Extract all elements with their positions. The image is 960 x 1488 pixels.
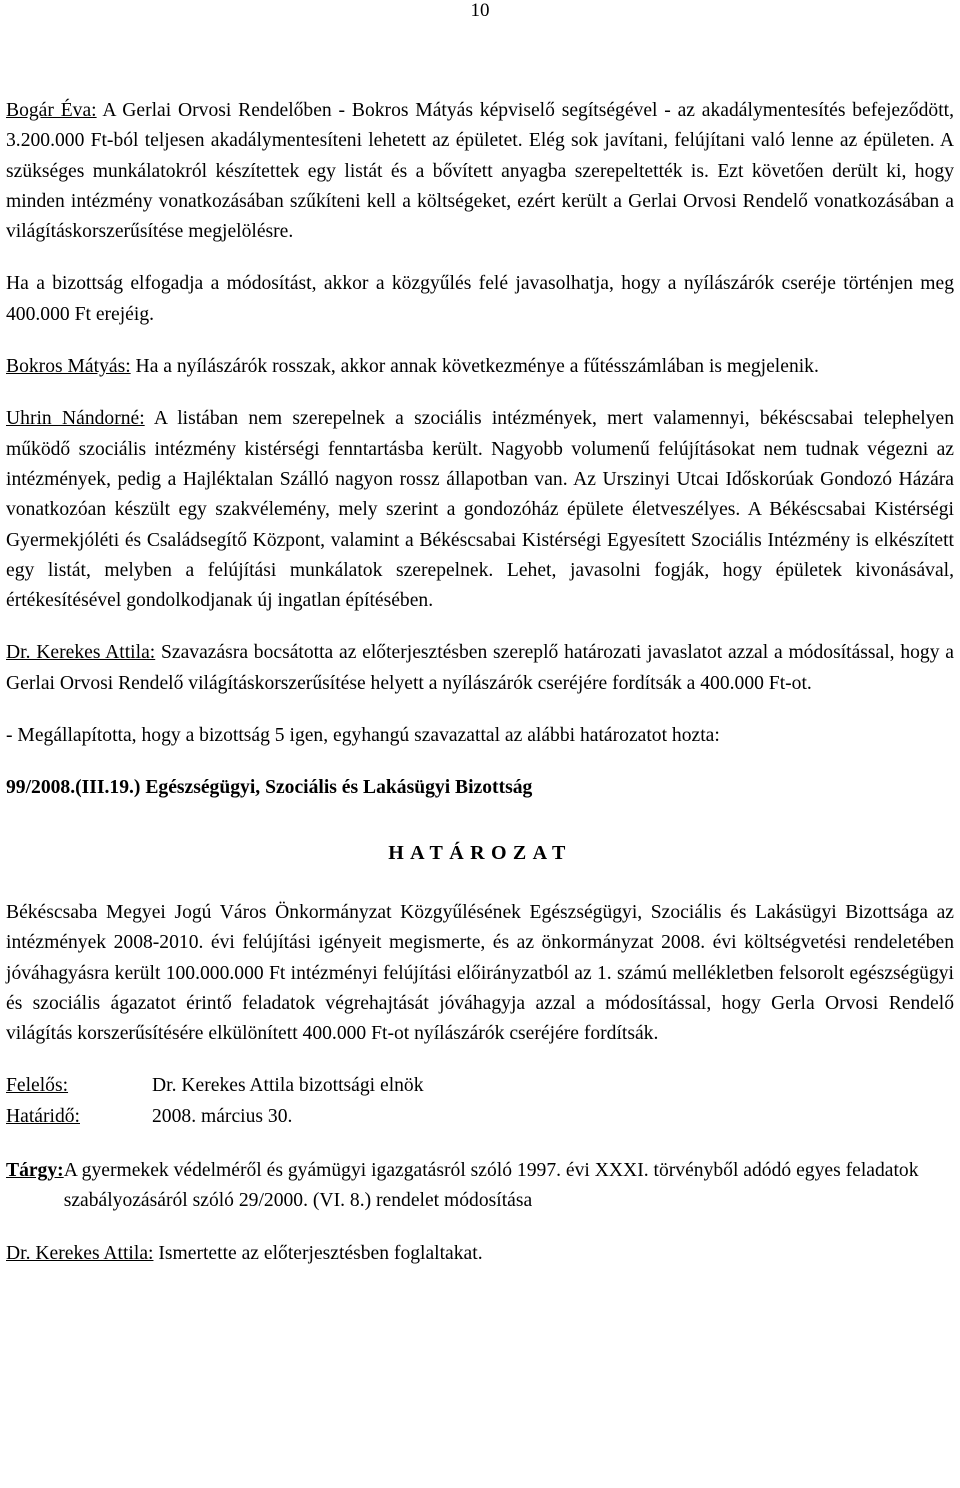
paragraph-text: A Gerlai Orvosi Rendelőben - Bokros Mátyás képviselő segítségével - az akadálymentesítés befejeződött, 3.200.000 Ft-ból teljesen akadálymentesíteni lehetett az épületet. Elég sok javítani, felújítani való lenne az épületen. A szükséges munkálatokról készítettek egy listát és a bővített anyagba szerepeltették is. Ezt követően derült ki, hogy minden intézmény vonatkozásában szűkíteni kell a költségeket, ezért került a Gerlai Orvosi Rendelő vonatkozásában a világításkorszerűsítése megjelölésre. — [6, 100, 954, 243]
speaker-name: Bokros Mátyás: — [6, 356, 131, 378]
speaker-name: Dr. Kerekes Attila: — [6, 642, 156, 664]
deadline-label: Határidő: — [6, 1105, 80, 1127]
paragraph-kerekes-attila — [6, 638, 954, 699]
paragraph-text: - Megállapította, hogy a bizottság 5 igen, egyhangú szavazattal az alábbi határozatot hozta: — [6, 725, 720, 747]
speaker-name: Dr. Kerekes Attila: — [6, 1242, 154, 1264]
paragraph-uhrin-nandorne — [6, 404, 954, 616]
resolution-heading: 99/2008.(III.19.) Egészségügyi, Szociális és Lakásügyi Bizottság — [6, 777, 533, 799]
document-body — [6, 96, 954, 1291]
responsibility-block — [6, 1071, 954, 1132]
paragraph-text: Ha a bizottság elfogadja a módosítást, akkor a közgyűlés felé javasolhatja, hogy a nyílászárók cseréje történjen meg 400.000 Ft erejéig. — [6, 273, 954, 325]
responsible-row — [6, 1071, 954, 1101]
paragraph-vote-result — [6, 721, 954, 751]
page-number: 10 — [470, 0, 490, 21]
paragraph-text: Ha a nyílászárók rosszak, akkor annak következménye a fűtésszámlában is megjelenik. — [130, 356, 819, 378]
speaker-name: Uhrin Nándorné: — [6, 408, 145, 430]
responsible-value: Dr. Kerekes Attila bizottsági elnök — [152, 1075, 424, 1097]
paragraph-text: A listában nem szerepelnek a szociális intézmények, mert valamennyi, békéscsabai telephelyen működő szociális intézmény kistérségi fenntartásba került. Nagyobb volumenű felújításokat nem tudnak végezni az intézmények, pedig a Hajléktalan Szálló nagyon rossz állapotban van. Az Urszinyi Utcai Időskorúak Gondozó Házára vonatkozóan készült egy szakvélemény, mely szerint a gondozóház épülete életveszélyes. A Békéscsabai Kistérségi Gyermekjóléti és Családsegítő Központ, valamint a Békéscsabai Kistérségi Egyesített Szociális Intézmény is elkészített egy listát, melyben a felújítási munkálatok szerepelnek. Lehet, javasolni fogják, hogy épületek kivonásával, értékesítésével gondolkodjanak új ingatlan építésében. — [6, 408, 955, 612]
resolution-title: HATÁROZAT — [388, 841, 572, 864]
subject-text: A gyermekek védelméről és gyámügyi igazgatásról szóló 1997. évi XXXI. törvényből adódó egyes feladatok szabályozásáról szóló 29/2000. (VI. 8.) rendelet módosítása — [63, 1160, 919, 1212]
deadline-value: 2008. március 30. — [152, 1105, 293, 1127]
paragraph-text: Ismertette az előterjesztésben foglaltakat. — [153, 1242, 483, 1264]
subject-label: Tárgy: — [6, 1160, 64, 1182]
resolution-text: Békéscsaba Megyei Jogú Város Önkormányzat Közgyűlésének Egészségügyi, Szociális és Lakásügyi Bizottsága az intézmények 2008-2010. évi felújítási igényeit megismerte, és az önkormányzat 2008. évi költségvetési rendeletében jóváhagyásra került 100.000.000 Ft intézményi felújítási előirányzatból az 1. számú mellékletben felsorolt egészségügyi és szociális ágazatot érintő feladatok végrehajtását jóváhagyja azzal a módosítással, hogy Gerla Orvosi Rendelő világítás korszerűsítésére elkülönített 400.000 Ft-ot nyílászárók cseréjére fordítsák. — [6, 901, 954, 1045]
paragraph-bogar-eva — [6, 96, 954, 247]
paragraph-bokros-matyas — [6, 352, 954, 382]
paragraph-modification — [6, 269, 954, 330]
deadline-row — [6, 1102, 954, 1132]
paragraph-last — [6, 1239, 954, 1269]
subject-block — [6, 1156, 954, 1217]
paragraph-text: Szavazásra bocsátotta az előterjesztésben szereplő határozati javaslatot azzal a módosítással, hogy a Gerlai Orvosi Rendelő világításkorszerűsítése helyett a nyílászárók cseréjére fordítsák a 400.000 Ft-ot. — [6, 642, 954, 694]
speaker-name: Bogár Éva: — [6, 100, 97, 121]
responsible-label: Felelős: — [6, 1075, 69, 1097]
